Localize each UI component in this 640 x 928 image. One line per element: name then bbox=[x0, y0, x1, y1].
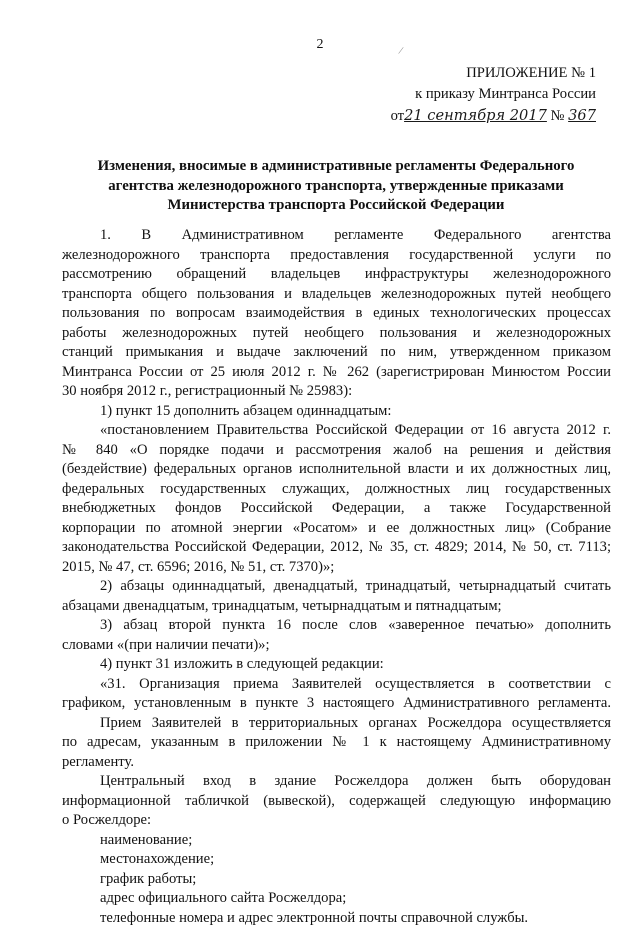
body-line: Минтранса России от 25 июля 2012 г. № 262 (зарегистрирован Минюстом России bbox=[62, 363, 611, 380]
body-line: железнодорожного транспорта предоставления государственной услуги по bbox=[62, 246, 611, 263]
body-line: график работы; bbox=[100, 870, 197, 887]
number-prefix: № bbox=[550, 108, 565, 124]
body-line: Прием Заявителей в территориальных органах Росжелдора осуществляется bbox=[100, 714, 611, 731]
body-line: федеральных государственных служащих, должностных лиц государственных bbox=[62, 480, 611, 497]
body-line: информационной табличкой (вывеской), содержащей следующую информацию bbox=[62, 792, 611, 809]
body-line: «постановлением Правительства Российской Федерации от 16 августа 2012 г. bbox=[100, 422, 611, 438]
heading-line: Министерства транспорта Российской Федерации bbox=[167, 197, 505, 213]
body-line: внебюджетных фондов Российской Федерации, а также Государственной bbox=[62, 500, 611, 516]
appendix-date-number bbox=[391, 106, 596, 126]
body-line: графиком, установленным в пункте 3 настоящего Административного регламента. bbox=[62, 695, 611, 711]
heading-line: Изменения, вносимые в административные регламенты Федерального bbox=[97, 158, 575, 174]
body-line: адрес официального сайта Росжелдора; bbox=[100, 890, 347, 906]
body-line: транспорта общего пользования и владельцев железнодорожных путей необщего bbox=[62, 285, 611, 302]
body-line: 2015, № 47, ст. 6596; 2016, № 51, ст. 7370)»; bbox=[62, 558, 335, 575]
body-line: пользования по вопросам взаимодействия в единых технологических процессах bbox=[62, 305, 611, 321]
body-line: телефонные номера и адрес электронной почты справочной службы. bbox=[100, 909, 529, 926]
body-line: корпорации по атомной энергии «Росатом» и ее должностных лиц» (Собрание bbox=[62, 519, 611, 536]
appendix-order-ref: к приказу Минтранса России bbox=[415, 86, 596, 102]
handwritten-number: 367 bbox=[568, 107, 596, 124]
body-line: 30 ноября 2012 г., регистрационный № 25983): bbox=[62, 383, 353, 399]
body-line: рассмотрению обращений владельцев инфраструктуры железнодорожного bbox=[62, 266, 611, 282]
body-line: регламенту. bbox=[62, 753, 134, 770]
body-line: станций примыкания и выдаче заключений по ним, утвержденном приказом bbox=[62, 344, 611, 360]
heading-line: агентства железнодорожного транспорта, утвержденные приказами bbox=[108, 177, 564, 194]
body-line: по адресам, указанным в приложении № 1 к настоящему Административному bbox=[62, 734, 611, 750]
body-line: абзацами двенадцатым, тринадцатым, четырнадцатым и пятнадцатым; bbox=[62, 597, 502, 614]
date-prefix: от bbox=[390, 108, 405, 124]
body-line: 2) абзацы одиннадцатый, двенадцатый, тринадцатый, четырнадцатый считать bbox=[100, 578, 611, 594]
body-line: № 840 «О порядке подачи и рассмотрения жалоб на решения и действия bbox=[62, 441, 611, 458]
body-line: местонахождение; bbox=[100, 851, 215, 867]
body-line: о Росжелдоре: bbox=[62, 812, 152, 828]
body-line: наименование; bbox=[100, 831, 193, 848]
margin-mark: / bbox=[397, 44, 405, 58]
document-heading bbox=[56, 157, 616, 216]
handwritten-date: 21 сентября 2017 bbox=[404, 107, 547, 124]
body-line: 1) пункт 15 дополнить абзацем одиннадцатым: bbox=[100, 402, 392, 419]
body-line: «31. Организация приема Заявителей осуществляется в соответствии с bbox=[100, 675, 611, 692]
body-line: работы железнодорожных путей необщего пользования и железнодорожных bbox=[62, 324, 611, 341]
page-number: 2 bbox=[316, 37, 324, 52]
body-line: законодательства Российской Федерации, 2012, № 35, ст. 4829; 2014, № 50, ст. 7113; bbox=[62, 539, 611, 555]
appendix-title: ПРИЛОЖЕНИЕ № 1 bbox=[466, 65, 596, 81]
body-line: 3) абзац второй пункта 16 после слов «заверенное печатью» дополнить bbox=[100, 617, 611, 633]
body-line: 4) пункт 31 изложить в следующей редакции: bbox=[100, 656, 384, 672]
body-line: словами «(при наличии печати)»; bbox=[62, 636, 270, 653]
body-line: (бездействие) федеральных органов исполнительной власти и их должностных лиц, bbox=[62, 461, 611, 477]
body-line: Центральный вход в здание Росжелдора должен быть оборудован bbox=[100, 773, 611, 789]
body-line: 1. В Административном регламенте Федерального агентства bbox=[100, 227, 611, 243]
